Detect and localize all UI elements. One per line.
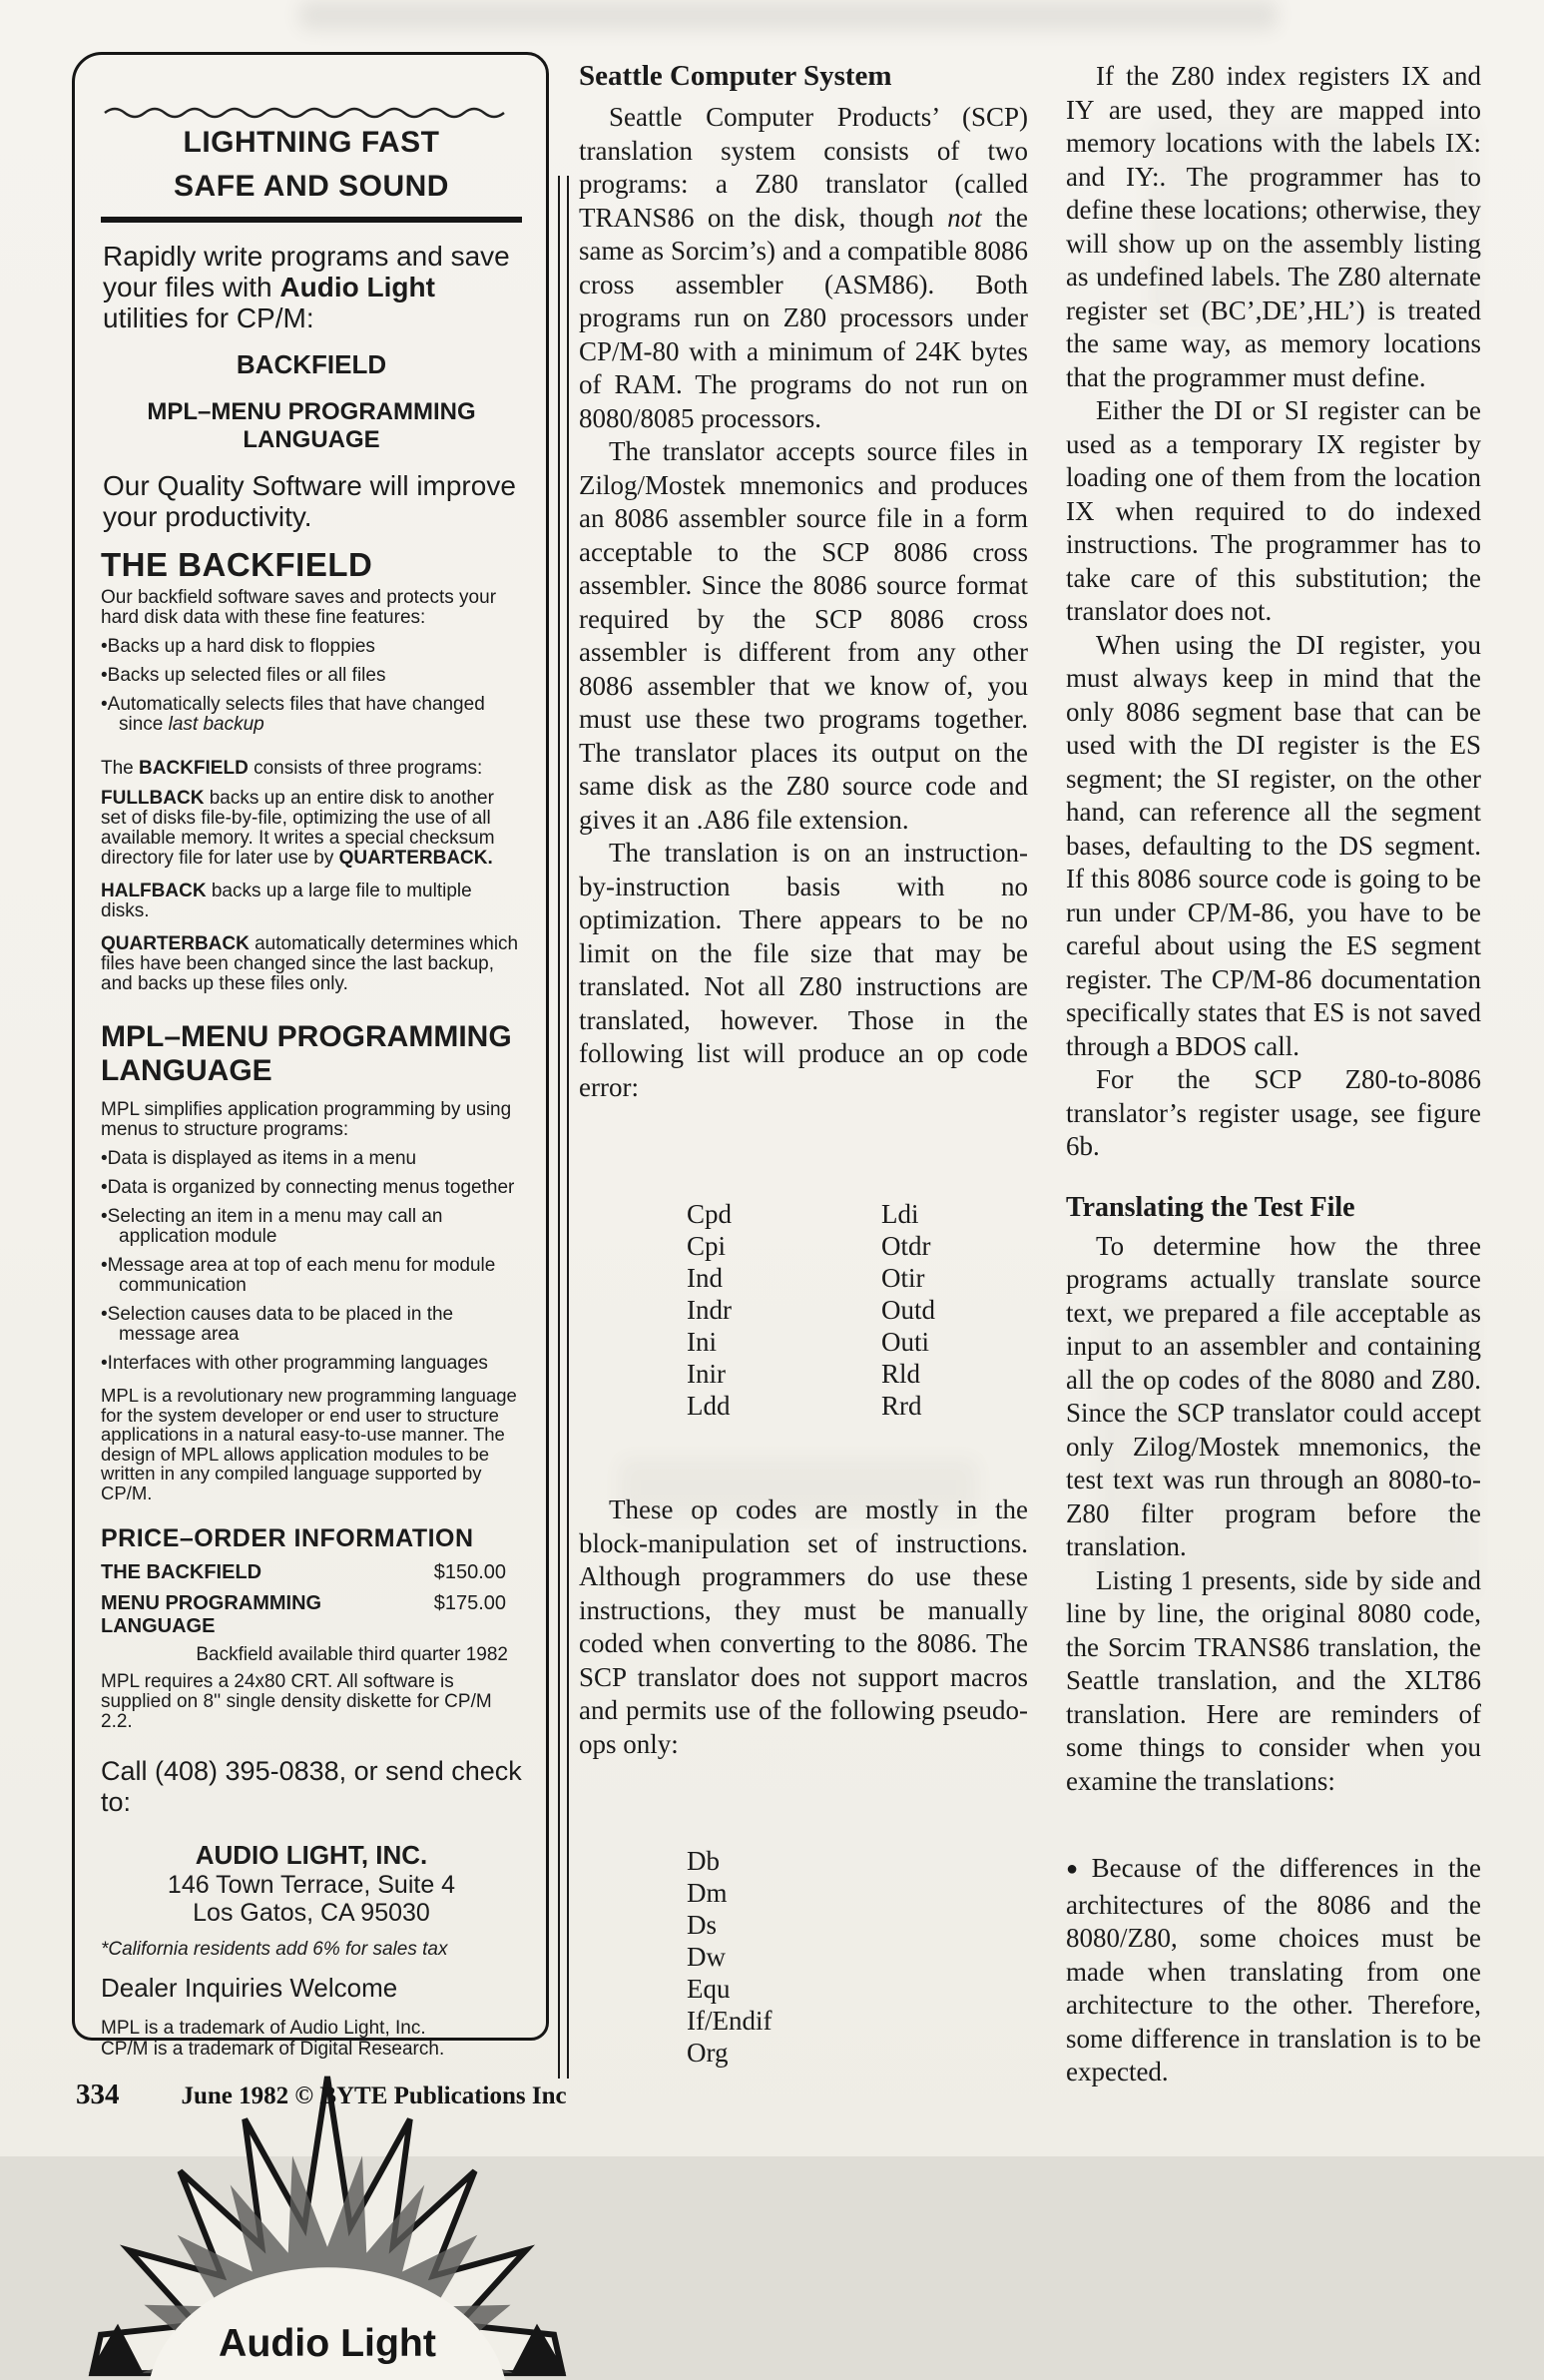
mpl-bullet: • Interfaces with other programming languages	[101, 1354, 522, 1374]
quarterback-paragraph	[101, 934, 522, 994]
company-address2: Los Gatos, CA 95030	[193, 1899, 430, 1927]
backfield-bullet: • Backs up a hard disk to floppies	[101, 637, 522, 657]
dealer-inquiries-line: Dealer Inquiries Welcome	[101, 1973, 398, 2003]
op-code: Otir	[881, 1263, 925, 1293]
op-code: Rld	[881, 1359, 921, 1389]
ad-intro	[103, 241, 520, 333]
backfield-consists-line	[101, 759, 522, 779]
price-row	[101, 1592, 522, 1638]
article-paragraph: For the SCP Z80-to-8086 translator’s register usage, see figure 6b.	[1066, 1064, 1481, 1161]
pseudo-op: Dm	[687, 1878, 728, 1908]
ad-intro-brand: Audio Light	[279, 272, 435, 302]
page-number: 334	[76, 2079, 120, 2110]
program-name: QUARTERBACK	[101, 933, 250, 954]
mpl-bullet: • Data is displayed as items in a menu	[101, 1149, 522, 1169]
op-code: Cpi	[687, 1231, 727, 1261]
text: Seattle Computer Products’ (SCP) translation system consists of two programs: a Z80 translator (called TRANS86 on the disk, though	[579, 102, 1028, 233]
mpl-bullet: • Message area at top of each menu for module communication	[101, 1256, 522, 1296]
op-code: Indr	[687, 1295, 732, 1325]
requirements-note: MPL requires a 24x80 CRT. All software is supplied on 8'' single density diskette for CP/M 2.2.	[101, 1671, 492, 1732]
mpl-bullet: • Selecting an item in a menu may call an application module	[101, 1207, 522, 1247]
article-paragraph: The translation is on an instruction-by-instruction basis with no optimization. There appears to be no limit on the file size that may be translated. Not all Z80 instructions are translated, however. Those in the following list will produce an op code error:	[579, 838, 1028, 1102]
backfield-lead: Our backfield software saves and protects your hard disk data with these fine features:	[101, 587, 497, 628]
bold-text: BACKFIELD	[139, 758, 249, 779]
backfield-bullet	[101, 695, 522, 735]
program-name: QUARTERBACK.	[338, 848, 493, 869]
text: The	[101, 758, 140, 779]
page-footer	[76, 2079, 567, 2111]
op-code: Outi	[881, 1327, 930, 1357]
pseudo-op: Org	[687, 2038, 729, 2068]
op-code: Cpd	[687, 1199, 733, 1229]
double-rule	[101, 217, 522, 223]
article-paragraph: Listing 1 presents, side by side and line by line, the original 8080 code, the Sorcim TRANS86 translation, the Seattle translation, and the XLT86 translation. Here are reminders of some things to consider when you examine the translations:	[1066, 1564, 1481, 1796]
pseudo-op: Ds	[687, 1910, 718, 1940]
pseudo-op: If/Endif	[687, 2006, 772, 2036]
article-paragraph	[579, 101, 1028, 435]
text: the same as Sorcim’s) and a compatible 8086 cross assembler (ASM86). Both programs run on Z80 processors under CP/M-80 with a minimum of 24K bytes of RAM. The programs do not run on 8080/8085 processors.	[579, 202, 1028, 433]
backfield-bullet: • Backs up selected files or all files	[101, 666, 522, 686]
bullet-italic-text: last backup	[168, 714, 264, 735]
price-value: $150.00	[433, 1561, 506, 1583]
squiggle-line-icon	[103, 105, 522, 117]
article-paragraph: When using the DI register, you must always keep in mind that the only 8086 segment base that can be used with the DI register is the ES segment; the SI register, on the other hand, can reference all the segment bases, defaulting to the DS segment. If this 8086 source code is going to be run under CP/M-86, you have to be careful about using the ES segment register. The CP/M-86 documentation specifically states that ES is not saved through a BDOS call.	[1066, 629, 1481, 1061]
ad-intro-text: Rapidly write programs and save your files with	[103, 241, 510, 302]
article-paragraph: These op codes are mostly in the block-manipulation set of instructions. Although programmers do use these instructions, they must be manually coded when converting to the 8086. The SCP translator does not support macros and permits use of the following pseudo-ops only:	[579, 1494, 1028, 1759]
mpl-lead: MPL simplifies application programming by using menus to structure programs:	[101, 1099, 512, 1140]
italic-text: not	[947, 202, 982, 233]
ad-headline-line2: SAFE AND SOUND	[174, 170, 449, 203]
op-code: Rrd	[881, 1391, 922, 1421]
mpl-bullet: • Selection causes data to be placed in the message area	[101, 1305, 522, 1345]
article-paragraph: If the Z80 index registers IX and IY are used, they are mapped into memory locations with the labels IX: and IY:. The programmer has to define these locations; otherwise, they will show up on the assembly listing as undefined labels. The Z80 alternate register set (BC’,DE’,HL’) is treated the same way, as memory locations that the programmer must define.	[1066, 61, 1481, 392]
mpl-description: MPL is a revolutionary new programming language for the system developer or end user to structure applications in a natural easy-to-use manner. The design of MPL allows application modules to be written in any compiled language supported by CP/M.	[101, 1385, 517, 1503]
bullet-text: Automatically selects files that have changed since	[107, 694, 485, 735]
column-divider-rule	[558, 176, 569, 2079]
availability-note: Backfield available third quarter 1982	[196, 1644, 508, 1665]
trademark-line: MPL is a trademark of Audio Light, Inc.	[101, 2018, 426, 2039]
audio-light-logo	[89, 2070, 522, 2380]
print-bleed-ghost	[299, 0, 1278, 30]
article-section-heading: Seattle Computer System	[579, 60, 892, 92]
op-code: Inir	[687, 1359, 726, 1389]
op-code: Otdr	[881, 1231, 931, 1261]
op-code: Outd	[881, 1295, 936, 1325]
text: automatically determines which files have been changed since the last backup, and backs up these files only.	[101, 933, 519, 994]
op-code: Ini	[687, 1327, 717, 1357]
op-code: Ldd	[687, 1391, 731, 1421]
pseudo-op: Db	[687, 1846, 720, 1876]
op-code-error-list	[687, 1198, 1028, 1422]
sunburst-logo-icon	[89, 2070, 566, 2375]
pseudo-op-list	[687, 1845, 1028, 2069]
price-value: $175.00	[433, 1592, 506, 1614]
op-code-column-2	[881, 1198, 935, 1422]
price-row	[101, 1561, 522, 1584]
fullback-paragraph	[101, 789, 522, 869]
mpl-section-heading: MPL–MENU PROGRAMMING LANGUAGE	[101, 1020, 512, 1087]
article-bullet-paragraph: ● Because of the differences in the architectures of the 8086 and the 8080/Z80, some choices must be made when translating from one architecture to the other. Therefore, some difference in translation is to be expected.	[1066, 1852, 1481, 2089]
logo-text: Audio Light	[219, 2321, 436, 2366]
tax-footnote: *California residents add 6% for sales tax	[101, 1939, 448, 1960]
op-code-column-1	[687, 1198, 732, 1422]
ad-quality-line: Our Quality Software will improve your productivity.	[103, 470, 516, 532]
ad-intro-text2: utilities for CP/M:	[103, 302, 314, 333]
article-paragraph: To determine how the three programs actually translate source text, we prepared a file acceptable as input to an assembler and containing all the op codes of the 8080 and Z80. Since the SCP translator could accept only Zilog/Mostek mnemonics, the test text was run through an 8080-to-Z80 filter program before the translation.	[1066, 1230, 1481, 1561]
backfield-section-heading: THE BACKFIELD	[101, 546, 373, 583]
company-address1: 146 Town Terrace, Suite 4	[167, 1871, 456, 1899]
company-name: AUDIO LIGHT, INC.	[195, 1840, 428, 1870]
product-name-mpl: MPL–MENU PROGRAMMING LANGUAGE	[147, 398, 476, 453]
product-name-backfield: BACKFIELD	[236, 349, 387, 379]
article-paragraph: Either the DI or SI register can be used as a temporary IX register by loading one of them from the location IX when required to do indexed instructions. The programmer has to take care of this substitution; the translator does not.	[1066, 395, 1481, 626]
call-to-action: Call (408) 395-0838, or send check to:	[101, 1756, 522, 1817]
price-order-heading: PRICE–ORDER INFORMATION	[101, 1524, 474, 1552]
price-label: MENU PROGRAMMING LANGUAGE	[101, 1592, 322, 1637]
program-name: HALFBACK	[101, 881, 207, 901]
article-paragraph: The translator accepts source files in Zilog/Mostek mnemonics and produces an 8086 assembler source file in a form acceptable to the SCP 8086 cross assembler. Since the 8086 source format required by the SCP 8086 cross assembler is different from any other 8086 assembler that we know of, you must use these two programs together. The translator places its output on the same disk as the Z80 source code and gives it an .A86 file extension.	[579, 436, 1028, 835]
mpl-bullet: • Data is organized by connecting menus together	[101, 1178, 522, 1198]
article-column-middle	[579, 60, 1028, 2069]
company-block	[101, 1840, 522, 1927]
ad-headline-line1: LIGHTNING FAST	[183, 126, 440, 159]
text: backs up a large file to multiple disks.	[101, 881, 472, 921]
price-label: THE BACKFIELD	[101, 1561, 262, 1583]
text: backs up an entire disk to another set of disks file-by-file, optimizing the use of all available memory. It writes a special checksum directory file for later use by	[101, 788, 495, 869]
article-subsection-heading: Translating the Test File	[1066, 1191, 1355, 1223]
op-code: Ldi	[881, 1199, 919, 1229]
trademark-line: CP/M is a trademark of Digital Research.	[101, 2039, 445, 2060]
trademark-block	[101, 2018, 522, 2060]
op-code: Ind	[687, 1263, 723, 1293]
pseudo-op: Dw	[687, 1942, 726, 1972]
halfback-paragraph	[101, 882, 522, 921]
publication-credit: June 1982 © BYTE Publications Inc	[181, 2082, 567, 2109]
text: consists of three programs:	[248, 758, 483, 779]
article-column-right	[1066, 60, 1481, 2089]
pseudo-op: Equ	[687, 1974, 731, 2004]
program-name: FULLBACK	[101, 788, 205, 809]
